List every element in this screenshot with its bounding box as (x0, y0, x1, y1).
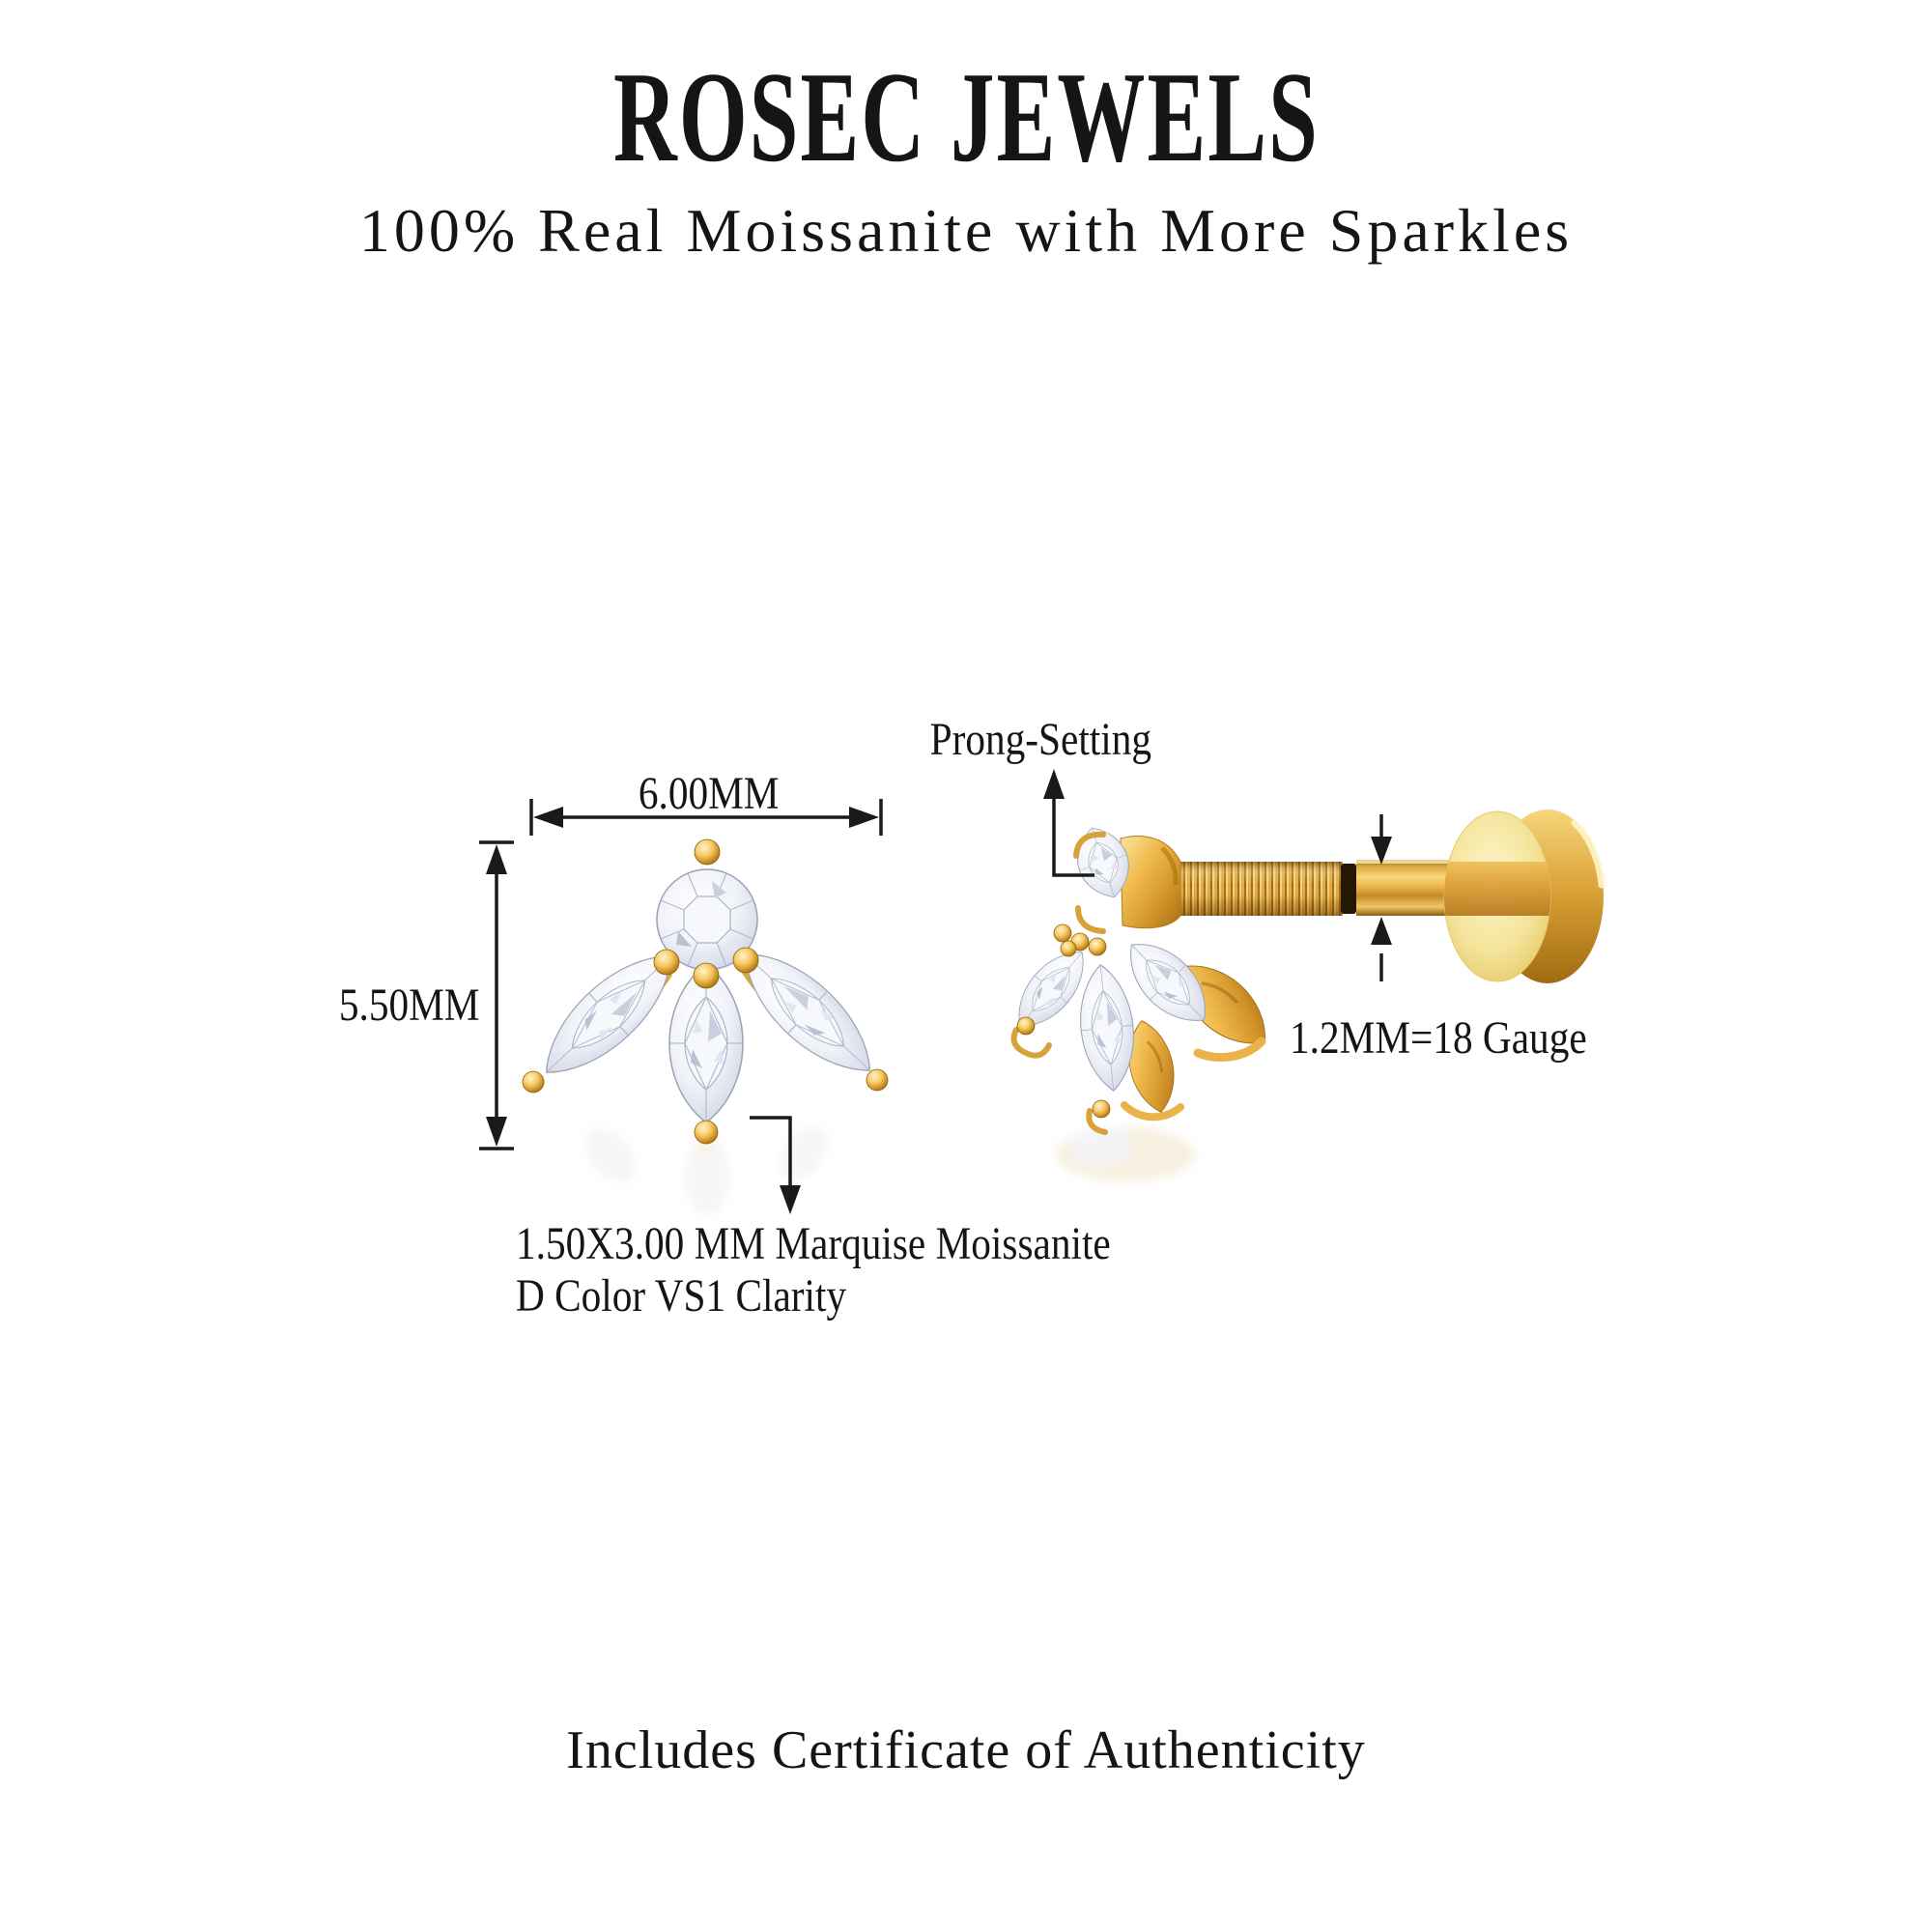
gauge-label: 1.2MM=18 Gauge (1290, 1012, 1587, 1064)
side-view-earring (1004, 810, 1604, 1181)
side-earring-reflection (1056, 1127, 1195, 1181)
post-seam-ring (1341, 864, 1356, 914)
width-dimension-label: 6.00MM (639, 768, 780, 819)
tagline-text: 100% Real Moissanite with More Sparkles (358, 196, 1574, 265)
prong-setting-label: Prong-Setting (929, 714, 1151, 765)
stone-spec-note (516, 1218, 1208, 1322)
arrow-up-icon (486, 844, 507, 874)
brand-title (0, 43, 1932, 191)
side-center-marquise-stone (1074, 962, 1139, 1094)
threaded-post (1180, 862, 1343, 916)
certificate-note: Includes Certificate of Authenticity (566, 1720, 1366, 1780)
stone-spec-line1: 1.50X3.00 MM Marquise Moissanite (516, 1218, 1111, 1269)
brand-title-text: ROSEC JEWELS (612, 45, 1320, 188)
arrow-down-icon (486, 1117, 507, 1147)
height-dimension-label: 5.50MM (339, 980, 480, 1031)
labret-disc-back (1442, 810, 1604, 983)
arrow-up-icon (1043, 769, 1065, 799)
arrow-up-icon (1371, 917, 1392, 945)
arrow-down-icon (780, 1185, 801, 1214)
stone-spec-line2: D Color VS1 Clarity (516, 1270, 847, 1321)
tagline (0, 197, 1932, 265)
stone-basket-cup (1121, 836, 1180, 927)
